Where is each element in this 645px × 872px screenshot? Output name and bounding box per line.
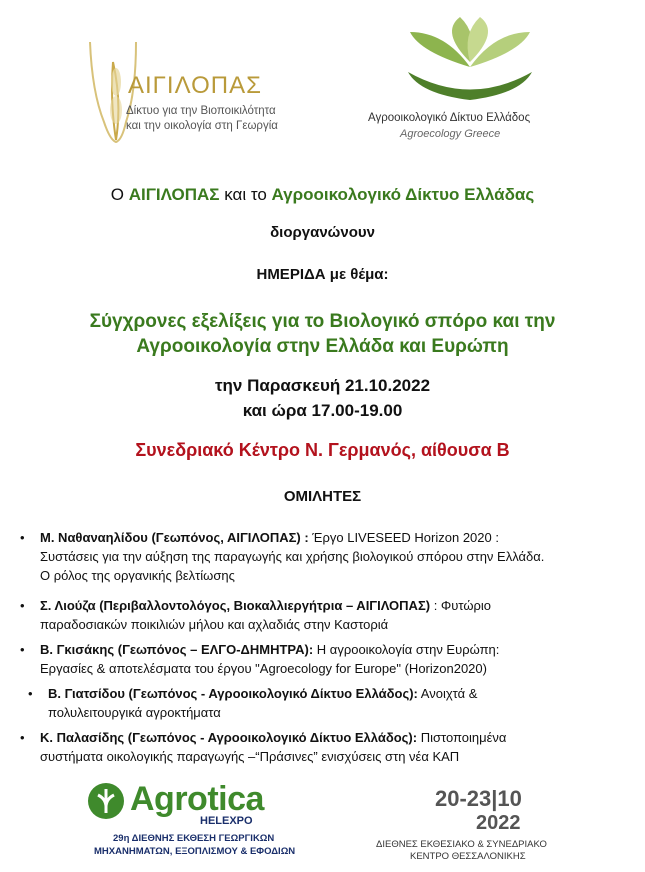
speaker-talk-line2: συστήματα οικολογικής παραγωγής –“Πράσινες” ενισχύσεις στη νέα ΚΑΠ [40,749,460,764]
bullet-icon: • [28,686,33,701]
speakers-heading: ΟΜΙΛΗΤΕΣ [283,488,362,505]
speaker-talk-line2: παραδοσιακών ποικιλιών μήλου και αχλαδιάς στην Καστοριά [40,617,389,632]
speaker-talk-line2: Εργασίες & αποτελέσματα του έργου "Agroecology for Europe" (Horizon2020) [40,661,487,676]
bullet-icon: • [20,642,25,657]
speaker-talk-line3: Ο ρόλος της οργανικής βελτίωσης [40,568,235,583]
aigilopas-tagline-line2: και την οικολογία στη Γεωργία [126,120,278,132]
speaker-talk-line2: Συστάσεις για την αύξηση της παραγωγής και χρήσης βιολογικού σπόρου στην Ελλάδα. [40,549,545,564]
agroecology-logo-icon [400,12,540,107]
agroecology-name: Αγροοικολογικό Δίκτυο Ελλάδος [368,112,531,124]
speaker-talk-line1: Ανοιχτά & [417,686,478,701]
aigilopas-tagline-line1: Δίκτυο για την Βιοποικιλότητα [126,105,276,117]
agrotica-venue-line2: ΚΕΝΤΡΟ ΘΕΣΣΑΛΟΝΙΚΗΣ [410,851,526,862]
event-type: ΗΜΕΡΙΔΑ με θέμα: [256,266,389,283]
venue: Συνεδριακό Κέντρο Ν. Γερμανός, αίθουσα Β [135,440,510,460]
bullet-icon: • [20,730,25,745]
date-line: την Παρασκευή 21.10.2022 [214,376,431,395]
agrotica-subtitle-line1: 29η ΔΙΕΘΝΗΣ ΕΚΘΕΣΗ ΓΕΩΡΓΙΚΩΝ [113,833,275,844]
agrotica-subtitle-line2: ΜΗΧΑΝΗΜΑΤΩΝ, ΕΞΟΠΛΙΣΜΟΥ & ΕΦΟΔΙΩΝ [94,846,296,857]
speaker-name: Μ. Ναθαναηλίδου (Γεωπόνος, ΑΙΓΙΛΟΠΑΣ) : [40,530,309,545]
topic-line2: Αγροοικολογία στην Ελλάδα και Ευρώπη [136,336,509,357]
speaker-talk-line1: : Φυτώριο [430,598,492,613]
speaker-name: Σ. Λιούζα (Περιβαλλοντολόγος, Βιοκαλλιεργήτρια – ΑΙΓΙΛΟΠΑΣ) [40,598,431,613]
intro-middle: και το [219,185,272,204]
intro-line [0,185,645,205]
organize-text: διοργανώνουν [270,224,375,241]
aigilopas-name: ΑΙΓΙΛΟΠΑΣ [128,72,262,99]
speaker-name: Κ. Παλασίδης (Γεωπόνος - Αγροοικολογικό Δίκτυο Ελλάδος): [40,730,418,745]
org-aigilopas: ΑΙΓΙΛΟΠΑΣ [128,185,220,204]
bullet-icon: • [20,598,25,613]
bullet-icon: • [20,530,25,545]
intro-prefix: Ο [110,185,129,204]
agroecology-name-en: Agroecology Greece [400,128,501,140]
time-line: και ώρα 17.00-19.00 [242,401,403,420]
org-agroecology: Αγροοικολογικό Δίκτυο Ελλάδας [271,185,535,204]
topic-line1: Σύγχρονες εξελίξεις για το Βιολογικό σπόρο και την [89,311,556,332]
agrotica-brand: Agrotica [130,780,264,818]
agrotica-logo-icon [86,781,126,821]
speaker-talk-line1: Έργο LIVESEED Horizon 2020 : [308,530,499,545]
agrotica-venue-line1: ΔΙΕΘΝΕΣ ΕΚΘΕΣΙΑΚΟ & ΣΥΝΕΔΡΙΑΚΟ [376,839,547,850]
speaker-name: Β. Γιατσίδου (Γεωπόνος - Αγροοικολογικό Δίκτυο Ελλάδος): [48,686,418,701]
agrotica-dates: 20-23|10 [435,786,522,811]
speaker-talk-line1: Η αγροοικολογία στην Ευρώπη: [313,642,500,657]
agrotica-year: 2022 [476,812,521,834]
speaker-talk-line2: πολυλειτουργικά αγροκτήματα [48,705,221,720]
speaker-name: Β. Γκισάκης (Γεωπόνος – ΕΛΓΟ-ΔΗΜΗΤΡΑ): [40,642,314,657]
helexpo-label: HELEXPO [200,815,253,827]
speaker-talk-line1: Πιστοποιημένα [417,730,507,745]
